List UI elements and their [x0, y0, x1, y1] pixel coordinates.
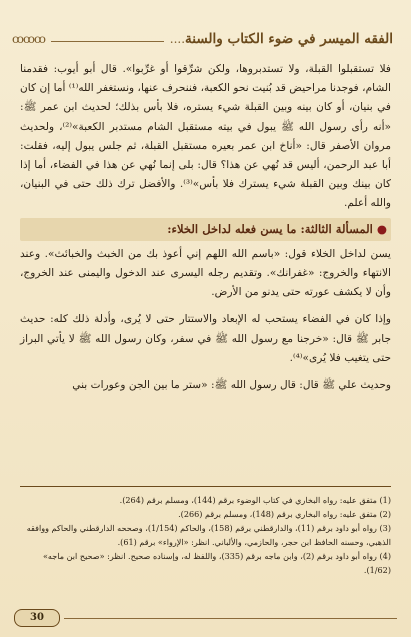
paragraph-4: وحديث علي ﷺ قال: قال رسول الله ﷺ: «ستر ما بين الجن وعورات بني	[72, 379, 391, 392]
paragraph-3: وإذا كان في الفضاء يستحب له الإبعاد والاستتار حتى لا يُرى، وأدلة ذلك كله: حديث جابر ﷺ قال: «خرجنا مع رسول الله ﷺ في سفر، وكان رسول الله ﷺ لا يأتي البراز حتى يتغيب فلا يُرى»⁽⁴⁾.	[20, 313, 391, 364]
footnote-3: (3) رواه أبو داود برقم (11)، والدارقطني برقم (158)، والحاكم (1/154)، وصححه الدارقطني والحاكم ووافقه الذهبي، وحسنه الحافظ ابن حجر، والحازمي، والألباني. انظر: «الإرواء» برقم (61).	[26, 523, 391, 547]
header-dots: ....	[169, 32, 186, 46]
bottom-rule	[64, 618, 397, 619]
footnote-4: (4) رواه أبو داود برقم (2)، وابن ماجه برقم (335)، واللفظ له، وإسناده صحيح. انظر: «صحيح ابن ماجه» (1/62).	[42, 551, 391, 575]
main-text	[20, 60, 391, 395]
footnote-2: (2) متفق عليه: رواه البخاري برقم (148)، ومسلم برقم (266).	[178, 509, 391, 519]
book-title: الفقه الميسر في ضوء الكتاب والسنة	[185, 31, 393, 47]
footnote-1: (1) متفق عليه: رواه البخاري في كتاب الوضوء برقم (144)، ومسلم برقم (264).	[119, 495, 391, 505]
section-heading	[20, 218, 391, 241]
paragraph-2: يسن لداخل الخلاء قول: «باسم الله اللهم إني أعوذ بك من الخبث والخبائث». وعند الانتهاء والخروج: «غفرانك». وتقديم رجله اليسرى عند الدخول واليمنى عند الخروج، وأن لا يكشف عورته حتى يدنو من الأرض.	[20, 247, 391, 299]
section-heading-text: المسألة الثالثة: ما يسن فعله لداخل الخلاء:	[167, 221, 373, 236]
header-ornament-icon: ꝏꝏꝏ	[12, 32, 45, 46]
page-number: 30	[14, 609, 60, 627]
running-header	[12, 26, 399, 52]
paragraph-1: فلا تستقبلوا القبلة، ولا تستدبروها، ولكن شرِّقوا أو غرِّبوا». قال أبو أيوب: فقدمنا الشام، فوجدنا مراحيض قد بُنيت نحو الكعبة، فننحرف عنها، ونستغفر الله⁽¹⁾ أما إن كان في بنيان، أو كان بينه وبين القبلة شيء يستره، فلا بأس بذلك؛ لحديث ابن عمر ﷺ: «أنه رأى رسول الله ﷺ يبول في بيته مستقبل الشام مستدبر الكعبة»⁽²⁾، ولحديث مروان الأصفر قال: «أناخ ابن عمر بعيره مستقبل القبلة، ثم جلس يبول إليه، فقلت: أبا عبد الرحمن، أليس قد نُهي عن هذا؟ قال: بلى إنما نُهي عن هذا في الفضاء، أما إذا كان بينك وبين القبلة شيء يسترك فلا بأس»⁽³⁾. والأفضل ترك ذلك حتى في البنيان، والله أعلم.	[20, 63, 391, 210]
bullet-icon: ●	[376, 221, 387, 236]
footnotes	[20, 486, 391, 577]
header-rule	[51, 41, 164, 42]
